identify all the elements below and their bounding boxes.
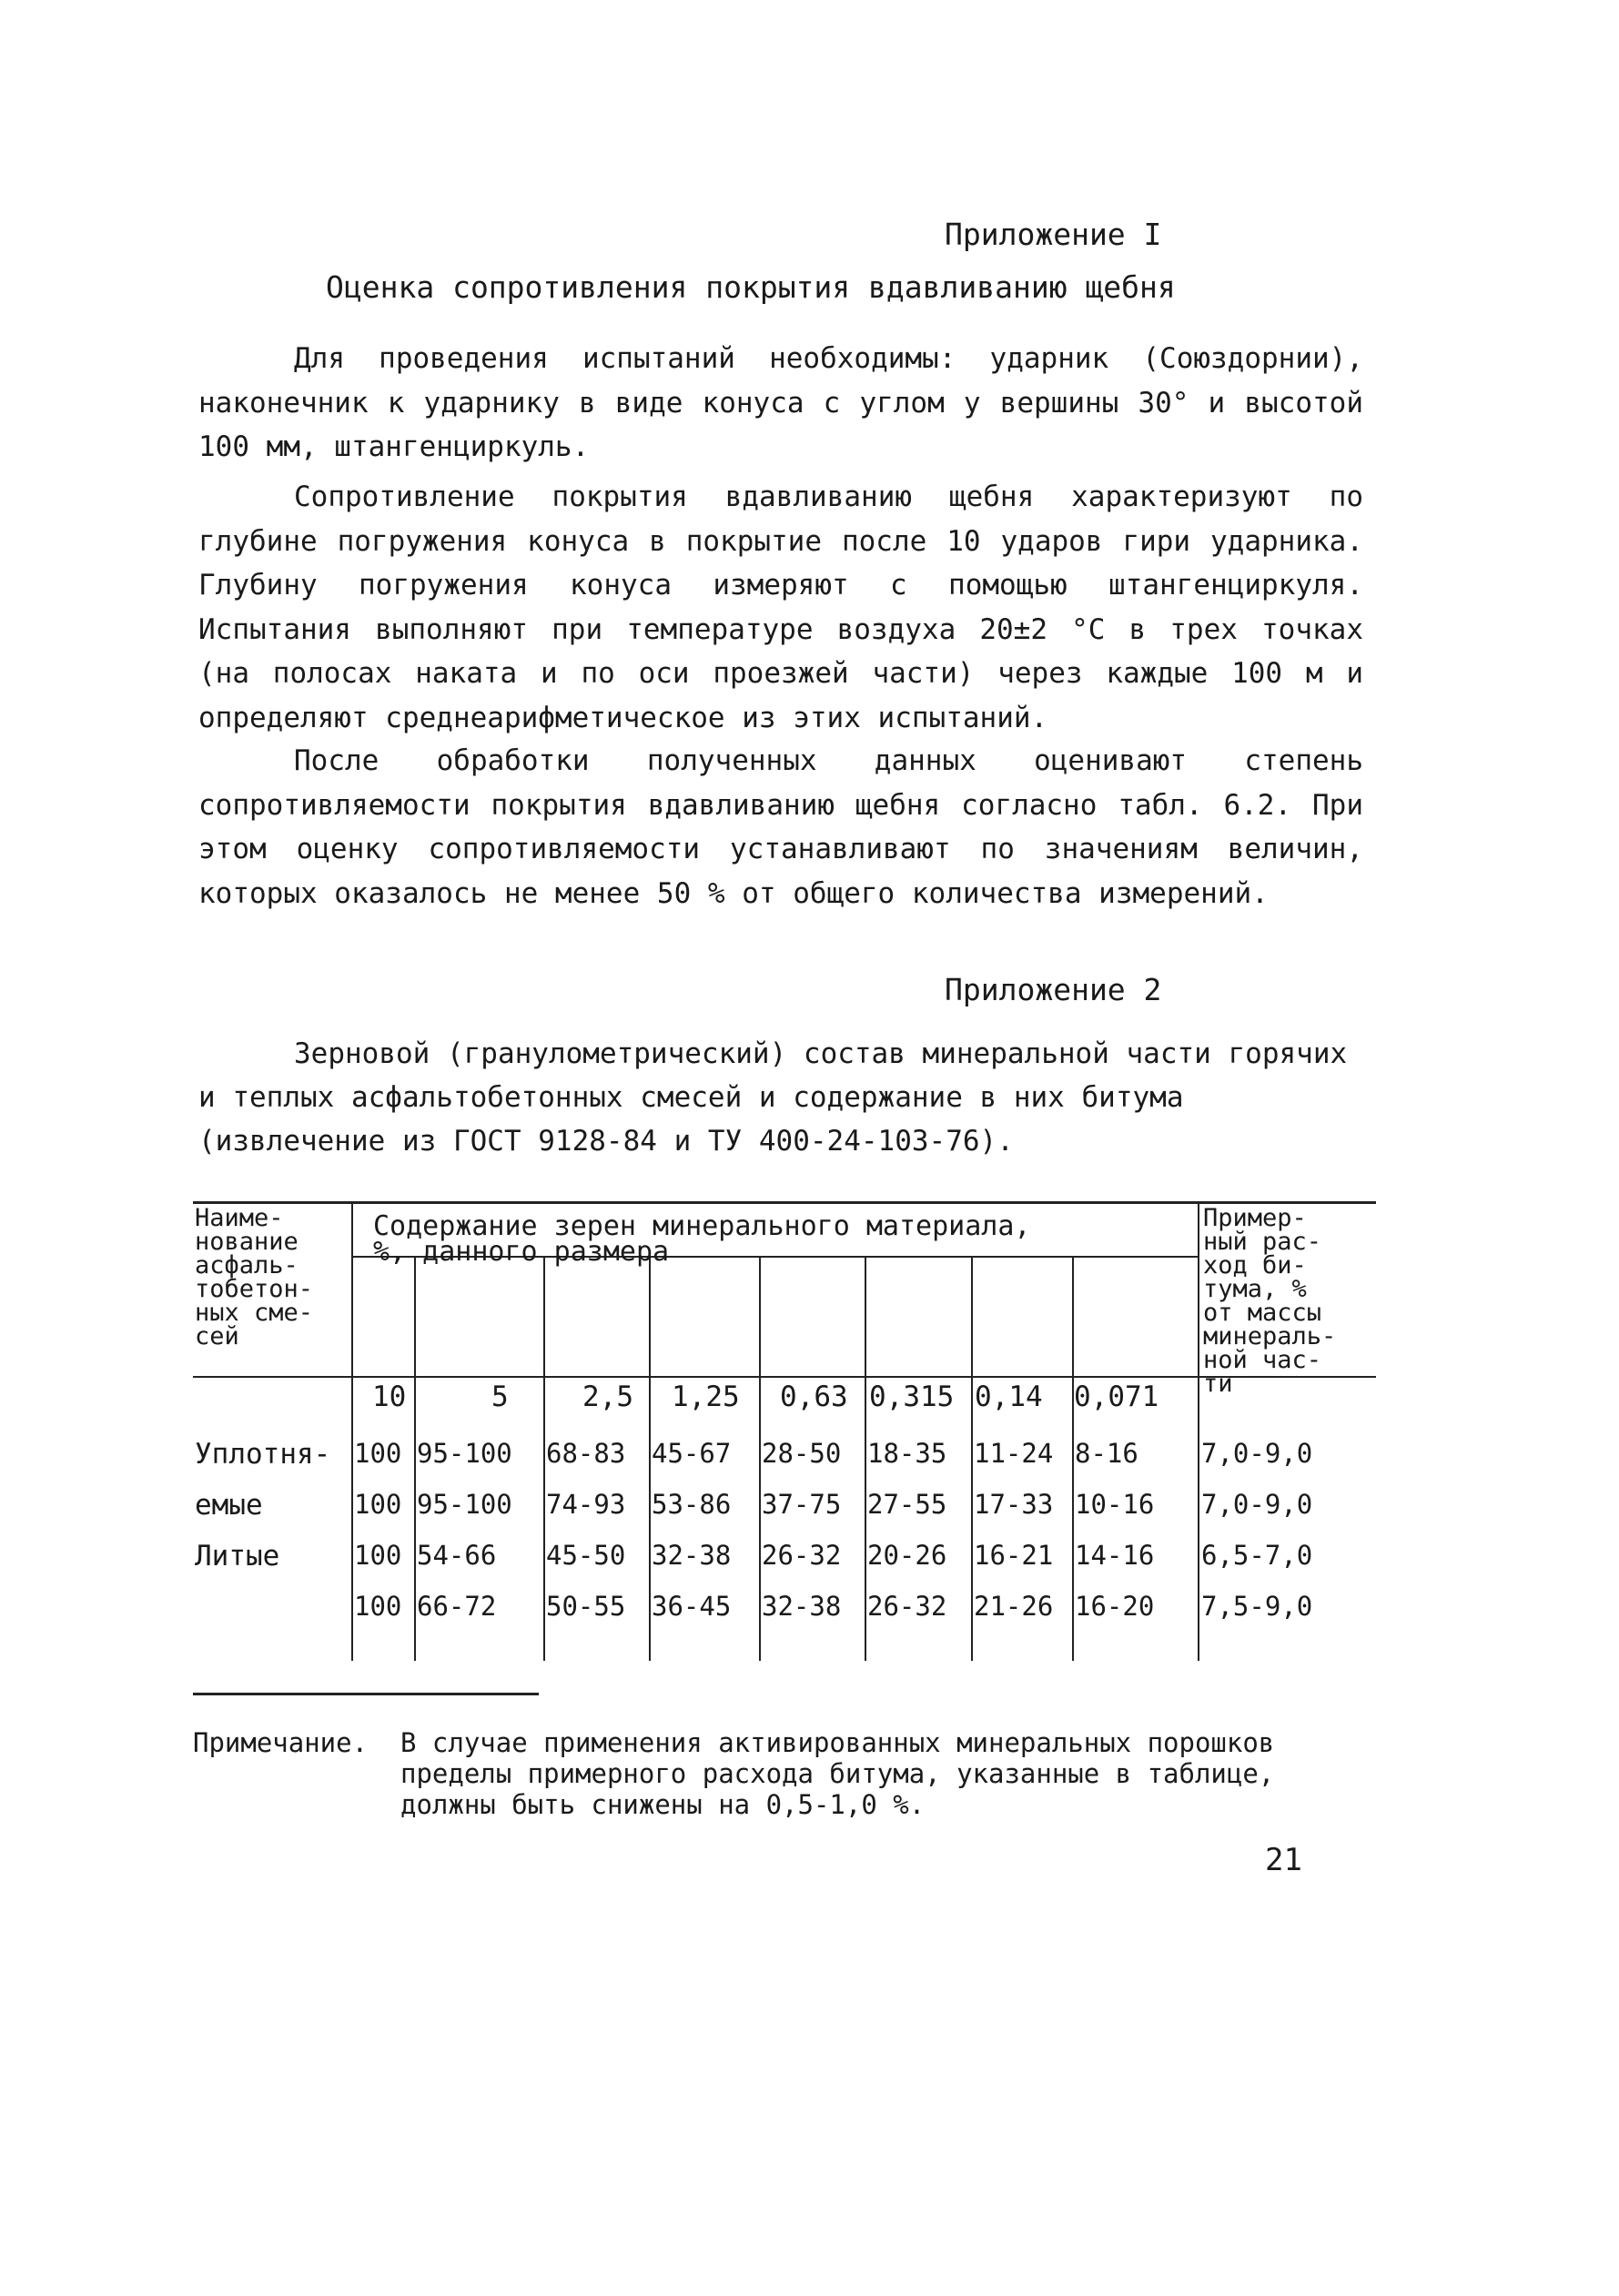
table-cell-bitumen: 6,5-7,0 xyxy=(1201,1540,1313,1571)
table-cell-bitumen: 7,0-9,0 xyxy=(1201,1438,1313,1469)
table-row-name: Литые xyxy=(195,1540,280,1573)
table-col-divider xyxy=(865,1256,866,1661)
table-header-grain-content: Содержание зерен минерального материала, %, данного размера xyxy=(373,1210,1031,1268)
table-cell: 27-55 xyxy=(867,1489,947,1520)
table-cell: 18-35 xyxy=(867,1438,947,1469)
table-size-header: 0,071 xyxy=(1074,1381,1159,1413)
table-size-header: 1,25 xyxy=(672,1381,740,1413)
table-col-divider xyxy=(649,1256,651,1661)
paragraph-text: Зерновой (гранулометрический) состав минеральной части горячих и теплых асфальтобетонных смесей и содержание в них битума (извлечение из ГОСТ 9128-84 и ТУ 400-24-103-76). xyxy=(198,1037,1348,1158)
table-col-divider xyxy=(971,1256,973,1661)
table-cell: 95-100 xyxy=(417,1489,512,1520)
table-cell: 21-26 xyxy=(974,1591,1054,1622)
table-col-divider xyxy=(351,1201,353,1661)
table-size-header: 0,63 xyxy=(780,1381,848,1413)
page-number: 21 xyxy=(1265,1842,1302,1878)
table-cell: 74-93 xyxy=(546,1489,626,1520)
table-cell: 37-75 xyxy=(762,1489,842,1520)
table-cell: 10-16 xyxy=(1075,1489,1155,1520)
table-cell: 45-50 xyxy=(546,1540,626,1571)
table-cell: 16-21 xyxy=(974,1540,1054,1571)
table-cell: 28-50 xyxy=(762,1438,842,1469)
table-cell: 32-38 xyxy=(652,1540,732,1571)
table-cell: 26-32 xyxy=(762,1540,842,1571)
table-size-header: 10 xyxy=(372,1381,407,1413)
appendix-2-intro xyxy=(198,1032,1363,1163)
table-cell: 8-16 xyxy=(1075,1438,1138,1469)
table-cell: 95-100 xyxy=(417,1438,512,1469)
table-col-divider xyxy=(759,1256,761,1661)
table-size-header: 2,5 xyxy=(582,1381,633,1413)
table-cell: 100 xyxy=(354,1591,402,1622)
paragraph-text: Сопротивление покрытия вдавливанию щебня характеризуют по глубине погружения конуса в покрытие после 10 ударов гири ударника. Глубину погружения конуса измеряют с помощью штангенциркуля. Испытания выполняют при температуре воздуха 20±2 °С в трех точках (на полосах наката и по оси проезжей части) через каждые 100 м и определяют среднеарифметическое из этих испытаний. xyxy=(198,480,1363,734)
appendix-1-paragraph-3 xyxy=(198,739,1363,915)
footnote-rule xyxy=(193,1693,539,1695)
table-size-header: 5 xyxy=(491,1381,509,1413)
table-row-name: емые xyxy=(195,1489,263,1522)
table-cell: 100 xyxy=(354,1540,402,1571)
table-cell: 45-67 xyxy=(652,1438,732,1469)
note-label: Примечание. xyxy=(193,1727,369,1758)
table-cell: 17-33 xyxy=(974,1489,1054,1520)
paragraph-text: После обработки полученных данных оценивают степень сопротивляемости покрытия вдавливанию щебня согласно табл. 6.2. При этом оценку сопротивляемости устанавливают по значениям величин, которых оказалось не менее 50 % от общего количества измерений. xyxy=(198,744,1363,910)
table-header-mix-name: Наиме- нование асфаль- тобетон- ных сме- сей xyxy=(195,1204,314,1350)
table-cell: 36-45 xyxy=(652,1591,732,1622)
appendix-2-label: Приложение 2 xyxy=(945,972,1162,1007)
table-cell: 54-66 xyxy=(417,1540,497,1571)
table-cell: 20-26 xyxy=(867,1540,947,1571)
table-col-divider xyxy=(414,1256,416,1661)
table-cell: 100 xyxy=(354,1489,402,1520)
table-col-divider xyxy=(1198,1201,1199,1661)
table-cell: 50-55 xyxy=(546,1591,626,1622)
table-note xyxy=(193,1727,1376,1820)
table-cell: 68-83 xyxy=(546,1438,626,1469)
table-cell: 16-20 xyxy=(1075,1591,1155,1622)
table-header-bitumen: Пример- ный рас- ход би- тума, % от массы минераль- ной час- ти xyxy=(1203,1204,1337,1398)
paragraph-text: Для проведения испытаний необходимы: ударник (Союздорнии), наконечник к ударнику в виде конуса с углом у вершины 30° и высотой 100 мм, штангенциркуль. xyxy=(198,342,1363,463)
appendix-1-title: Оценка сопротивления покрытия вдавливанию щебня xyxy=(326,269,1176,305)
table-cell: 11-24 xyxy=(974,1438,1054,1469)
table-size-header: 0,315 xyxy=(869,1381,955,1413)
table-col-divider xyxy=(543,1256,545,1661)
appendix-1-paragraph-2 xyxy=(198,475,1363,740)
table-cell: 66-72 xyxy=(417,1591,497,1622)
appendix-1-label: Приложение I xyxy=(945,217,1162,252)
table-cell-bitumen: 7,0-9,0 xyxy=(1201,1489,1313,1520)
table-cell-bitumen: 7,5-9,0 xyxy=(1201,1591,1313,1622)
table-col-divider xyxy=(1072,1256,1074,1661)
table-row-name: Уплотня- xyxy=(195,1438,331,1471)
table-cell: 53-86 xyxy=(652,1489,732,1520)
appendix-1-paragraph-1 xyxy=(198,337,1363,470)
table-size-header: 0,14 xyxy=(975,1381,1043,1413)
table-cell: 26-32 xyxy=(867,1591,947,1622)
table-cell: 32-38 xyxy=(762,1591,842,1622)
note-text: В случае применения активированных минеральных порошков пределы примерного расхода битума, указанные в таблице, должны быть снижены на 0,5-1,0 %. xyxy=(400,1727,1275,1820)
table-cell: 14-16 xyxy=(1075,1540,1155,1571)
table-cell: 100 xyxy=(354,1438,402,1469)
